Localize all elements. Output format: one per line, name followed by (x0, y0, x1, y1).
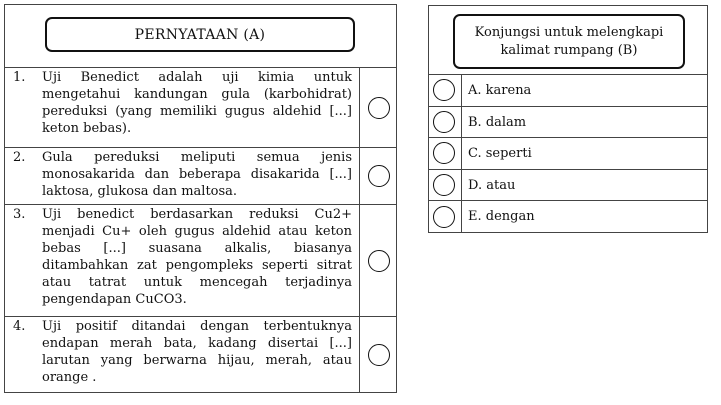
option-row-a (429, 75, 707, 107)
answer-cell (359, 148, 398, 204)
statement-text: Uji benedict berdasarkan reduksi Cu2+ menjadi Cu+ oleh gugus aldehid atau keton bebas [...] suasana alkalis, biasanya ditambahkan zat pengompleks seperti sitrat atau tatrat untuk mencegah terjadinya pengendapan CuCO3. (42, 207, 352, 307)
statement-text: Uji positif ditandai dengan terbentuknya endapan merah bata, kadang disertai [...] larutan yang berwarna hijau, merah, atau orange . (42, 319, 352, 385)
statement-title: PERNYATAAN (A) (45, 17, 355, 52)
option-circle-e[interactable] (433, 206, 455, 228)
statement-row-1 (5, 68, 396, 148)
answer-circle-1[interactable] (368, 97, 390, 119)
option-cell (429, 107, 462, 138)
option-cell (429, 75, 462, 106)
answer-cell (359, 317, 398, 392)
option-cell (429, 201, 462, 233)
option-panel (428, 5, 708, 233)
option-cell (429, 170, 462, 201)
option-circle-b[interactable] (433, 111, 455, 133)
answer-cell (359, 205, 398, 316)
statement-row-3 (5, 205, 396, 317)
statement-row-4 (5, 317, 396, 392)
statement-number: 1. (13, 70, 26, 85)
answer-circle-3[interactable] (368, 250, 390, 272)
option-circle-a[interactable] (433, 79, 455, 101)
statement-number: 3. (13, 207, 26, 222)
answer-cell (359, 68, 398, 147)
answer-circle-2[interactable] (368, 165, 390, 187)
option-label: E. dengan (468, 209, 535, 224)
option-header (429, 6, 707, 75)
option-label: C. seperti (468, 146, 532, 161)
option-label: B. dalam (468, 114, 527, 130)
option-cell (429, 138, 462, 169)
option-circle-c[interactable] (433, 142, 455, 164)
option-label: D. atau (468, 177, 516, 193)
statement-text: Uji Benedict adalah uji kimia untuk mengetahui kandungan gula (karbohidrat) pereduksi (yang memiliki gugus aldehid [...] keton bebas). (42, 70, 352, 136)
option-label: A. karena (468, 83, 532, 98)
statement-header (5, 5, 396, 68)
option-row-d (429, 170, 707, 202)
option-circle-d[interactable] (433, 174, 455, 196)
statement-number: 4. (13, 319, 26, 334)
statement-row-2 (5, 148, 396, 205)
option-row-e (429, 201, 707, 233)
statement-panel (4, 4, 397, 393)
answer-circle-4[interactable] (368, 344, 390, 366)
option-row-c (429, 138, 707, 170)
option-title: Konjungsi untuk melengkapi kalimat rumpang (B) (453, 14, 685, 69)
statement-number: 2. (13, 150, 26, 165)
statement-text: Gula pereduksi meliputi semua jenis monosakarida dan beberapa disakarida [...] laktosa, glukosa dan maltosa. (42, 150, 352, 199)
option-row-b (429, 107, 707, 139)
